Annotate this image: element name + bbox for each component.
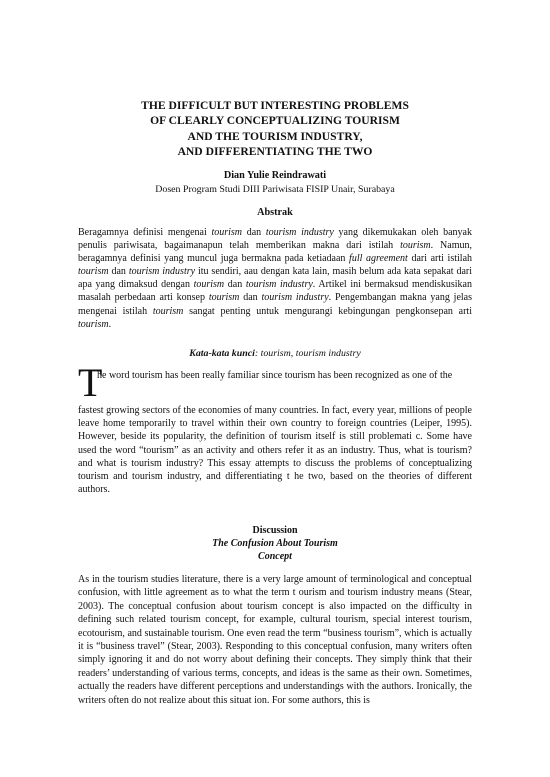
abstract-heading: Abstrak bbox=[257, 207, 293, 218]
title-line: AND THE TOURISM INDUSTRY, bbox=[187, 129, 363, 143]
abstract-text: Beragamnya definisi mengenai tourism dan tourism industry yang dikemukakan oleh banyak penulis pariwisata, bagaimanapun telah memberikan makna dari istilah tourism. Namun, beragamnya definisi yang muncul juga bermakna pada ketiadaan full agreement dari arti istilah tourism dan tourism industry itu sendiri, aau dengan kata lain, masih belum ada kata sepakat dari apa yang dimaksud dengan tourism dan tourism industry. Artikel ini bermaksud mendiskusikan masalah perbedaan arti konsep tourism dan tourism industry. Pengembangan makna yang jelas mengenai istilah tourism sangat penting untuk mengurangi kebingungan pengkonsepan arti tourism. bbox=[78, 227, 473, 330]
section-heading-block bbox=[40, 524, 510, 563]
subsection-heading: Concept bbox=[258, 551, 292, 562]
title-line: OF CLEARLY CONCEPTUALIZING TOURISM bbox=[150, 114, 400, 128]
title-line: AND DIFFERENTIATING THE TWO bbox=[177, 144, 373, 158]
keywords-label: Kata-kata kunci bbox=[189, 348, 255, 359]
drop-cap: T bbox=[78, 360, 103, 405]
title-line: THE DIFFICULT BUT INTERESTING PROBLEMS bbox=[141, 99, 409, 112]
paper-title bbox=[40, 98, 510, 159]
subsection-heading: The Confusion About Tourism bbox=[212, 538, 338, 549]
author-name: Dian Yulie Reindrawati bbox=[223, 170, 327, 181]
author-affiliation: Dosen Program Studi DIII Pariwisata FISIP Unair, Surabaya bbox=[155, 184, 395, 195]
intro-first-line: he word tourism has been really familiar since tourism has been recognized as one of the bbox=[97, 370, 453, 381]
intro-paragraph: fastest growing sectors of the economies of many countries. In fact, every year, millions of people leave home temporarily to travel within their own country to foreign countries (Leiper, 1995). However, beside its popularity, the definition of tourism itself is still problemati c. Some have used the word “tourism” as an activity and others refer it as an industry. Thus, what is tourism? and what is tourism industry? This essay attempts to discuss the problems of conceptualizing tourism and tourism industry, and differentiating t he two, based on the theories of different authors. bbox=[78, 405, 472, 496]
section-heading: Discussion bbox=[252, 525, 298, 536]
keywords-line bbox=[40, 348, 510, 359]
keywords-value: : tourism, tourism industry bbox=[254, 348, 361, 359]
body-paragraph: As in the tourism studies literature, there is a very large amount of terminological and conceptual confusion, with little agreement as to what the term t ourism and tourism industry means (Stear, 2003). The conceptual confusion about tourism concept is also impacted on the difficulty in defining such related tourism concept, for example, cultural tourism, special interest tourism, ecotourism, and sustainable tourism. One even read the term “business tourism”, which is actually it is “business travel” (Stear, 2003). Responding to this conceptual confusion, many writers often simply ignoring it and do not worry about defining their concepts. They simply think that their readers’ understanding of various terms, concepts, and ideas is the same as their own. Sometimes, actually the readers have different perceptions and understandings with the authors. Ironically, the writers often do not realize about this situat ion. For some authors, this is bbox=[78, 574, 472, 706]
